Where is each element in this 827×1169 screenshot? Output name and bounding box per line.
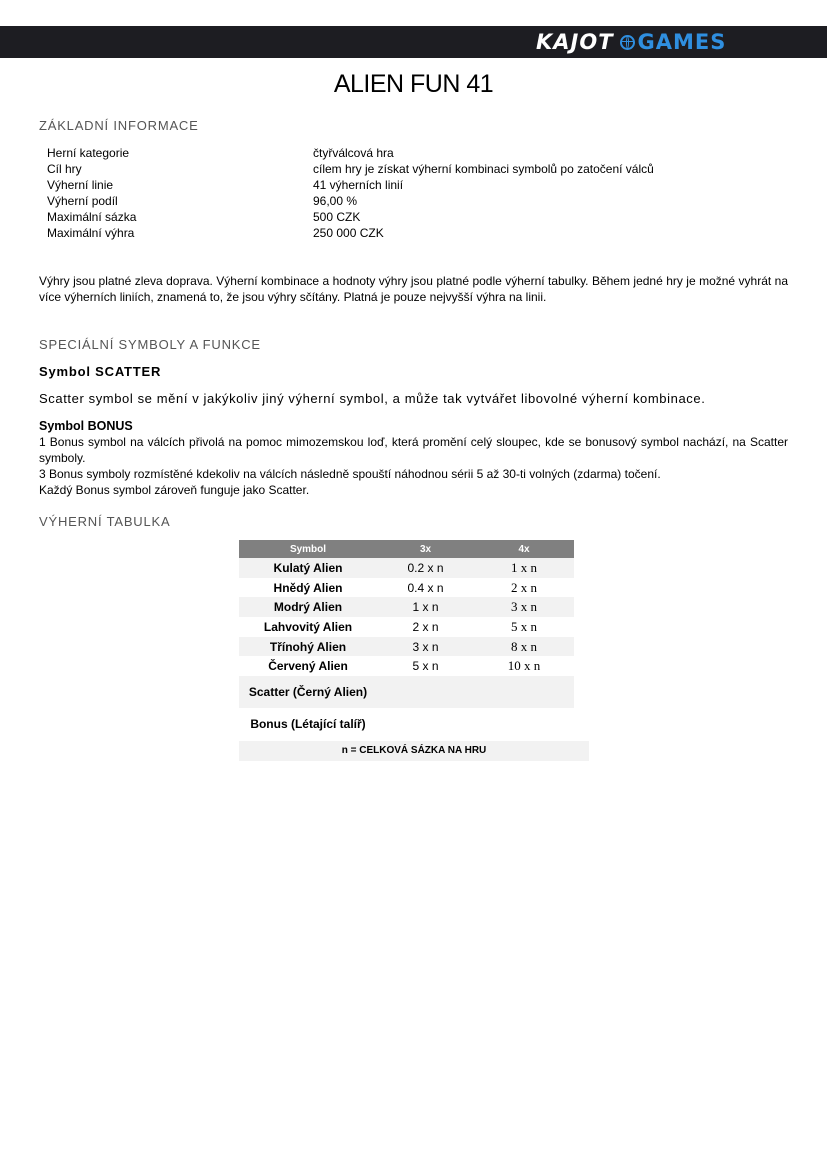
table-row	[239, 676, 574, 708]
header-4x: 4x	[474, 540, 574, 558]
info-row	[47, 209, 654, 225]
info-value: 250 000 CZK	[313, 226, 384, 240]
table-row	[239, 597, 574, 617]
symbol-name: Hnědý Alien	[273, 580, 343, 595]
table-row	[239, 656, 574, 676]
table-row	[239, 578, 574, 598]
scatter-title: Symbol SCATTER	[39, 364, 162, 379]
symbol-name: Modrý Alien	[239, 597, 377, 617]
payout-4x: 2 x n	[511, 579, 537, 595]
bonus-line-3: Každý Bonus symbol zároveň funguje jako Scatter.	[39, 483, 310, 497]
page-title: ALIEN FUN 41	[333, 70, 494, 98]
symbol-name: Lahvovitý Alien	[263, 619, 353, 634]
header-symbol: Symbol	[239, 540, 377, 558]
paytable-header-row	[239, 540, 574, 558]
basic-info-list	[47, 145, 654, 241]
table-row	[239, 637, 574, 657]
info-row	[47, 193, 654, 209]
info-row	[47, 225, 654, 241]
kajot-games-logo	[536, 28, 726, 56]
info-label: Cíl hry	[47, 162, 82, 176]
globe-icon	[620, 35, 635, 50]
payout-4x	[474, 708, 574, 740]
symbol-name: Červený Alien	[268, 659, 348, 674]
info-label: Maximální výhra	[47, 226, 135, 240]
table-row	[239, 617, 574, 637]
table-row	[239, 558, 574, 578]
payout-4x: 1 x n	[474, 558, 574, 578]
info-label: Herní kategorie	[47, 146, 130, 160]
table-row	[239, 708, 574, 740]
payout-3x: 1 x n	[377, 597, 474, 617]
payout-3x: 5 x n	[412, 659, 439, 674]
paytable-heading: VÝHERNÍ TABULKA	[39, 514, 171, 529]
payout-3x: 2 x n	[412, 619, 439, 634]
info-row	[47, 177, 654, 193]
payout-4x	[474, 676, 574, 708]
payout-4x: 8 x n	[474, 637, 574, 657]
payout-3x	[377, 708, 474, 740]
bonus-title: Symbol BONUS	[39, 419, 133, 433]
symbol-name: Třínohý Alien	[239, 637, 377, 657]
payout-4x: 5 x n	[511, 618, 537, 634]
symbol-name: Bonus (Létající talíř)	[250, 717, 366, 732]
info-value: čtyřválcová hra	[313, 146, 394, 160]
logo-games: GAMES	[637, 30, 727, 54]
info-value: cílem hry je získat výherní kombinaci symbolů po zatočení válců	[313, 162, 654, 176]
info-label: Maximální sázka	[47, 210, 137, 224]
info-label: Výherní linie	[47, 178, 114, 192]
payout-3x	[377, 676, 474, 708]
symbol-name: Scatter (Černý Alien)	[239, 676, 377, 708]
payout-4x: 10 x n	[507, 658, 541, 674]
info-value: 41 výherních linií	[313, 178, 404, 192]
info-row	[47, 161, 654, 177]
paytable-footnote: n = CELKOVÁ SÁZKA NA HRU	[239, 741, 589, 761]
info-row	[47, 145, 654, 161]
payout-4x: 3 x n	[474, 597, 574, 617]
bonus-line-1: 1 Bonus symbol na válcích přivolá na pomoc mimozemskou loď, která promění celý sloupec, kde se bonusový symbol nachází, na Scatter symboly.	[39, 435, 788, 465]
logo-kajot: KAJOT	[536, 30, 614, 54]
payout-3x: 0.2 x n	[377, 558, 474, 578]
info-value: 500 CZK	[313, 210, 361, 224]
scatter-text: Scatter symbol se mění v jakýkoliv jiný výherní symbol, a může tak vytvářet libovolné výherní kombinace.	[39, 391, 706, 406]
paytable	[239, 540, 574, 740]
payout-3x: 0.4 x n	[407, 580, 444, 595]
special-symbols-heading: SPECIÁLNÍ SYMBOLY A FUNKCE	[39, 337, 261, 352]
bonus-line-2: 3 Bonus symboly rozmístěné kdekoliv na válcích následně spouští náhodnou sérii 5 až 30-ti volných (zdarma) točení.	[39, 467, 661, 481]
rules-paragraph: Výhry jsou platné zleva doprava. Výherní kombinace a hodnoty výhry jsou platné podle výherní tabulky. Během jedné hry je možné vyhrát na více výherních liniích, znamená to, že jsou výhry sčítány. Platná je pouze nejvyšší výhra na linii.	[39, 274, 788, 304]
basic-info-heading: ZÁKLADNÍ INFORMACE	[39, 118, 199, 133]
payout-3x: 3 x n	[377, 637, 474, 657]
info-value: 96,00 %	[313, 194, 358, 208]
info-label: Výherní podíl	[47, 194, 118, 208]
bonus-block	[39, 418, 788, 498]
header-3x: 3x	[377, 540, 474, 558]
symbol-name: Kulatý Alien	[239, 558, 377, 578]
